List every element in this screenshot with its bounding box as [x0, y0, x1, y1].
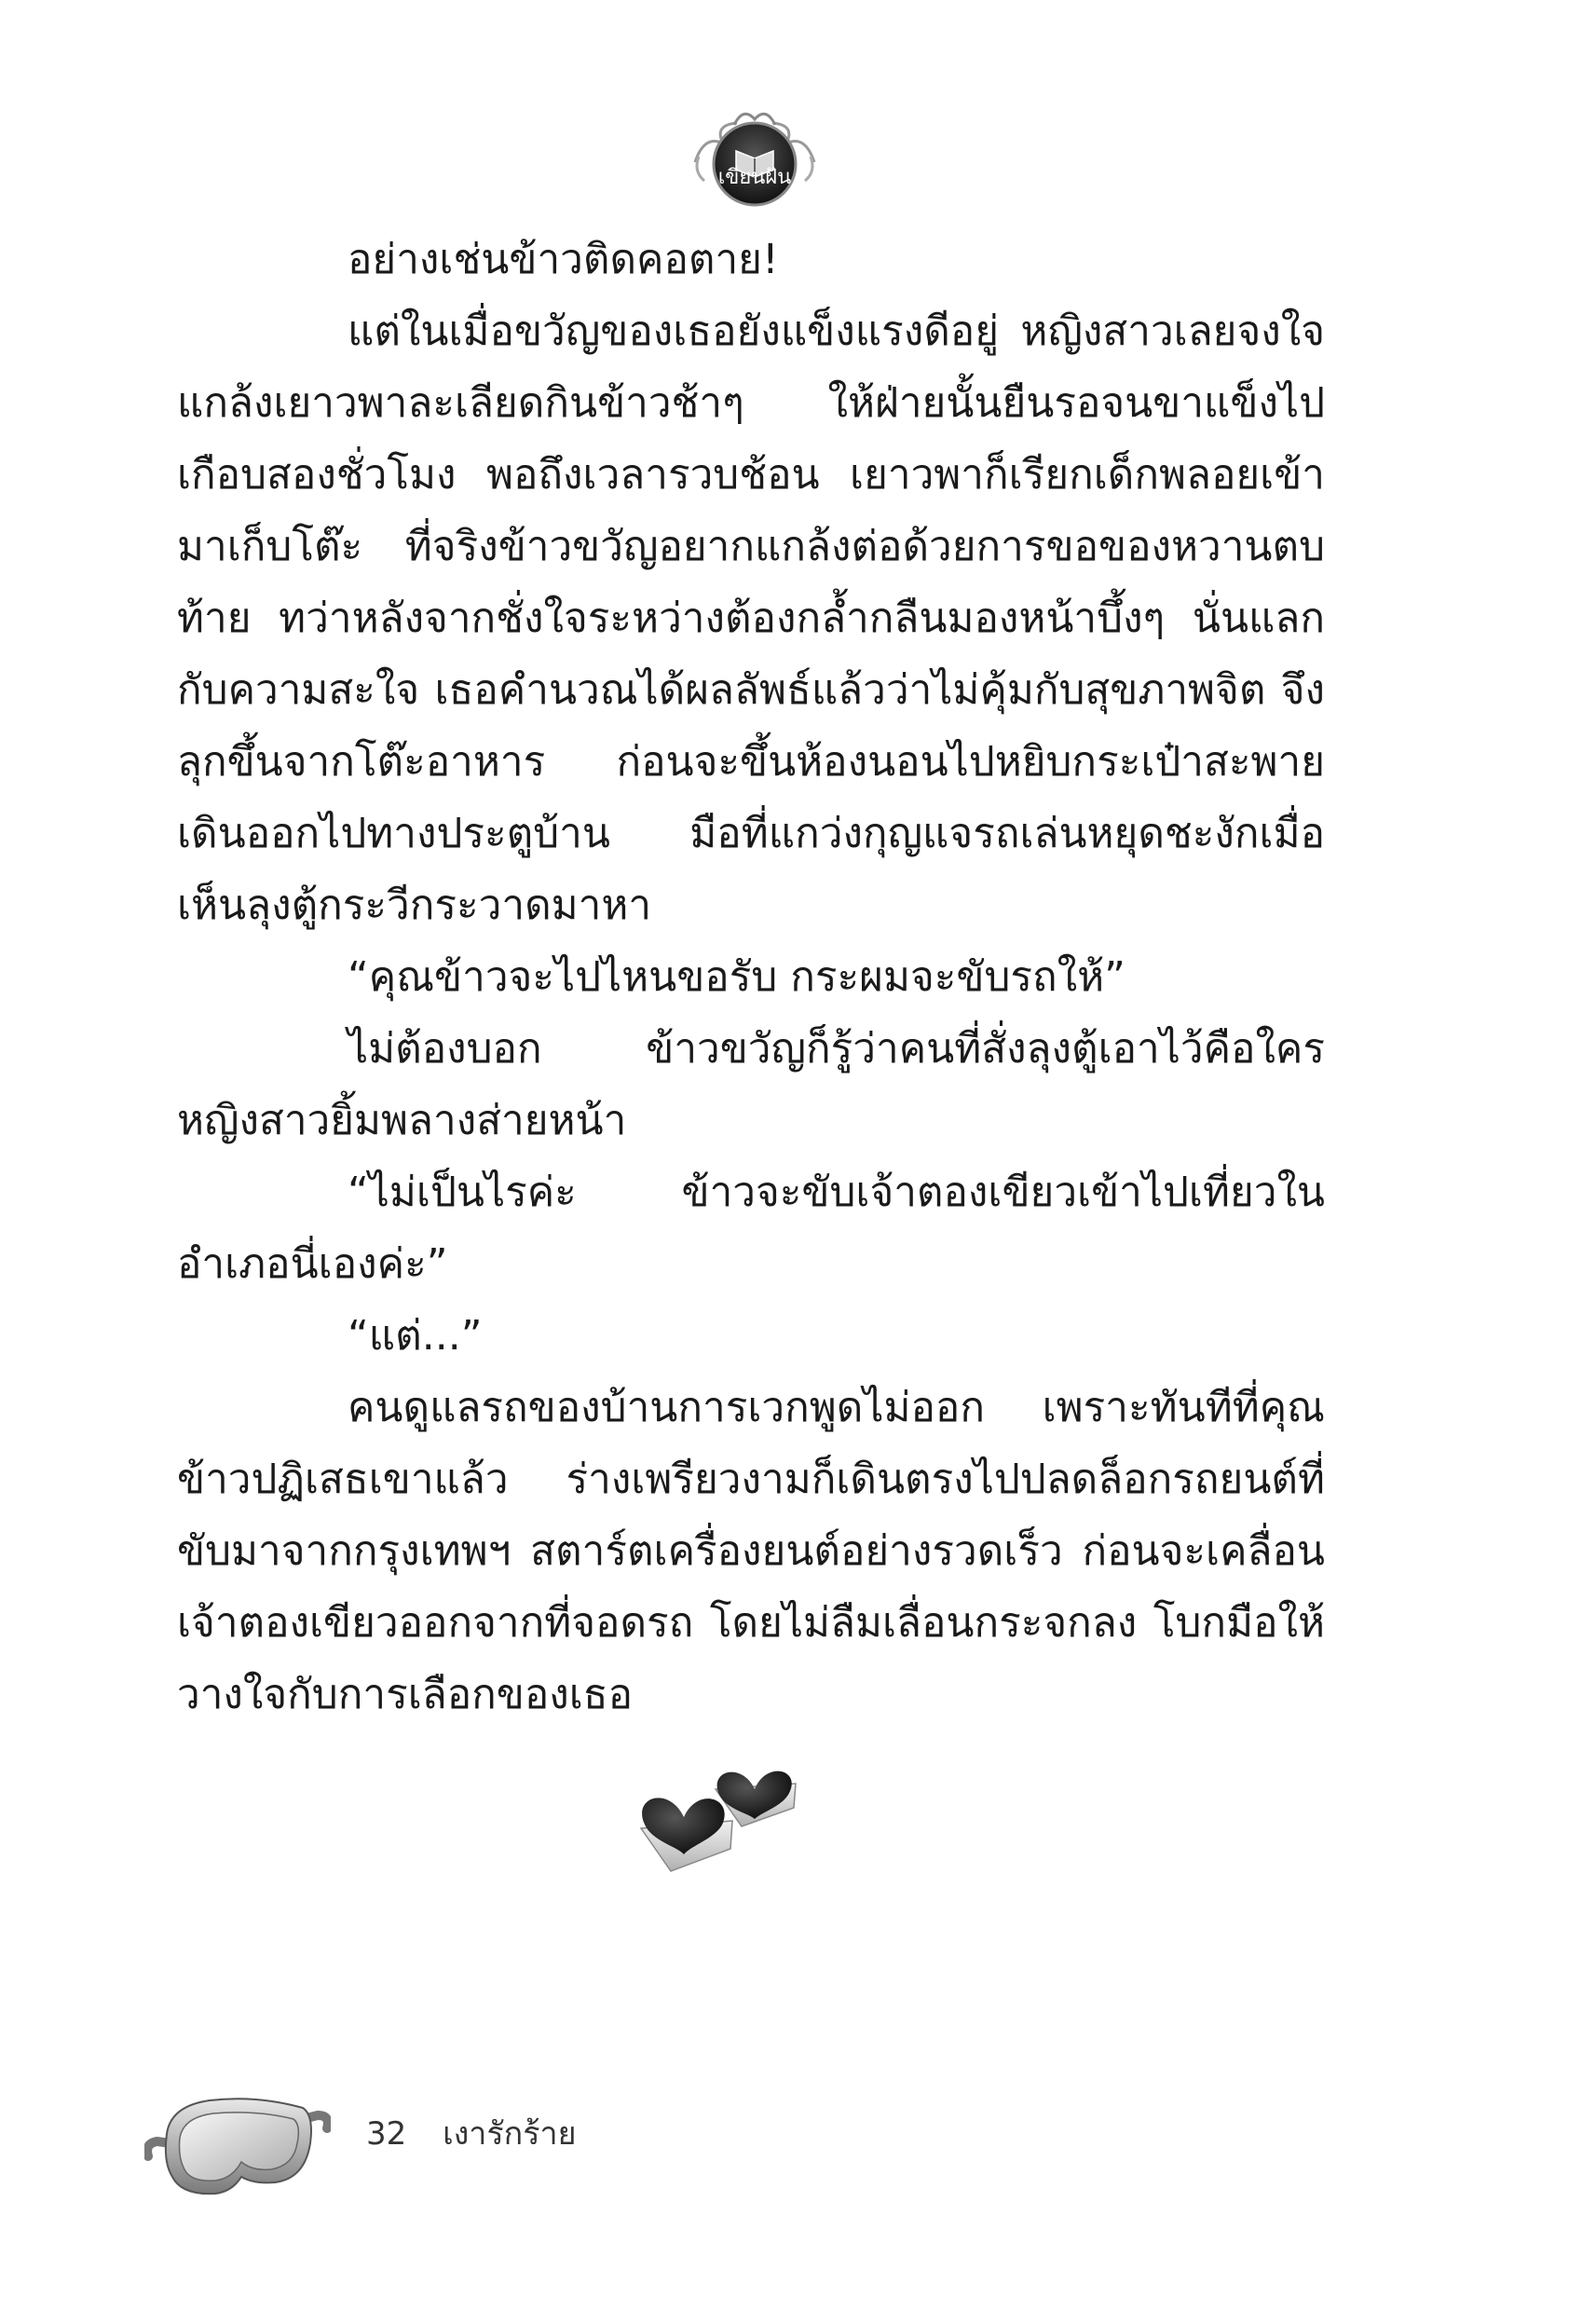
- logo-text: เขียนฝัน: [717, 166, 792, 189]
- diving-mask-icon: [144, 2087, 331, 2208]
- paragraph-6: “แต่...”: [348, 1312, 483, 1360]
- paragraph-1: อย่างเช่นข้าวติดคอตาย!: [348, 236, 779, 283]
- header-logo: [686, 97, 824, 209]
- paragraph-5: “ไม่เป็นไรค่ะ ข้าวจะขับเจ้าตองเขียวเข้าไปเที่ยวในอำเภอนี่เองค่ะ”: [177, 1169, 1325, 1288]
- paragraph-3: “คุณข้าวจะไปไหนขอรับ กระผมจะขับรถให้”: [348, 953, 1125, 1001]
- heart-chocolates-icon: [630, 1743, 816, 1882]
- book-title: เงารักร้าย: [443, 2115, 577, 2153]
- paragraph-4: ไม่ต้องบอก ข้าวขวัญก็รู้ว่าคนที่สั่งลุงตู้เอาไว้คือใคร หญิงสาวยิ้มพลางส่ายหน้า: [177, 1025, 1325, 1144]
- page-number: 32: [366, 2115, 407, 2153]
- page-footer: [366, 2108, 577, 2158]
- paragraph-7: คนดูแลรถของบ้านการเวกพูดไม่ออก เพราะทันทีที่คุณข้าวปฏิเสธเขาแล้ว ร่างเพรียวงามก็เดินตรงไปปลดล็อกรถยนต์ที่ขับมาจากกรุงเทพฯ สตาร์ตเครื่องยนต์อย่างรวดเร็ว ก่อนจะเคลื่อนเจ้าตองเขียวออกจากที่จอดรถ โดยไม่ลืมเลื่อนกระจกลง โบกมือให้วางใจกับการเลือกของเธอ: [177, 1384, 1325, 1718]
- story-body: [177, 224, 1325, 1730]
- paragraph-2: แต่ในเมื่อขวัญของเธอยังแข็งแรงดีอยู่ หญิงสาวเลยจงใจแกล้งเยาวพาละเลียดกินข้าวช้าๆ ให้ฝ่ายนั้นยืนรอจนขาแข็งไปเกือบสองชั่วโมง พอถึงเวลารวบช้อน เยาวพาก็เรียกเด็กพลอยเข้ามาเก็บโต๊ะ ที่จริงข้าวขวัญอยากแกล้งต่อด้วยการขอของหวานตบท้าย ทว่าหลังจากชั่งใจระหว่างต้องกล้ำกลืนมองหน้าบึ้งๆ นั่นแลกกับความสะใจ เธอคำนวณได้ผลลัพธ์แล้วว่าไม่คุ้มกับสุขภาพจิต จึงลุกขึ้นจากโต๊ะอาหาร ก่อนจะขึ้นห้องนอนไปหยิบกระเป๋าสะพาย เดินออกไปทางประตูบ้าน มือที่แกว่งกุญแจรถเล่นหยุดชะงักเมื่อเห็นลุงตู้กระวีกระวาดมาหา: [177, 308, 1325, 929]
